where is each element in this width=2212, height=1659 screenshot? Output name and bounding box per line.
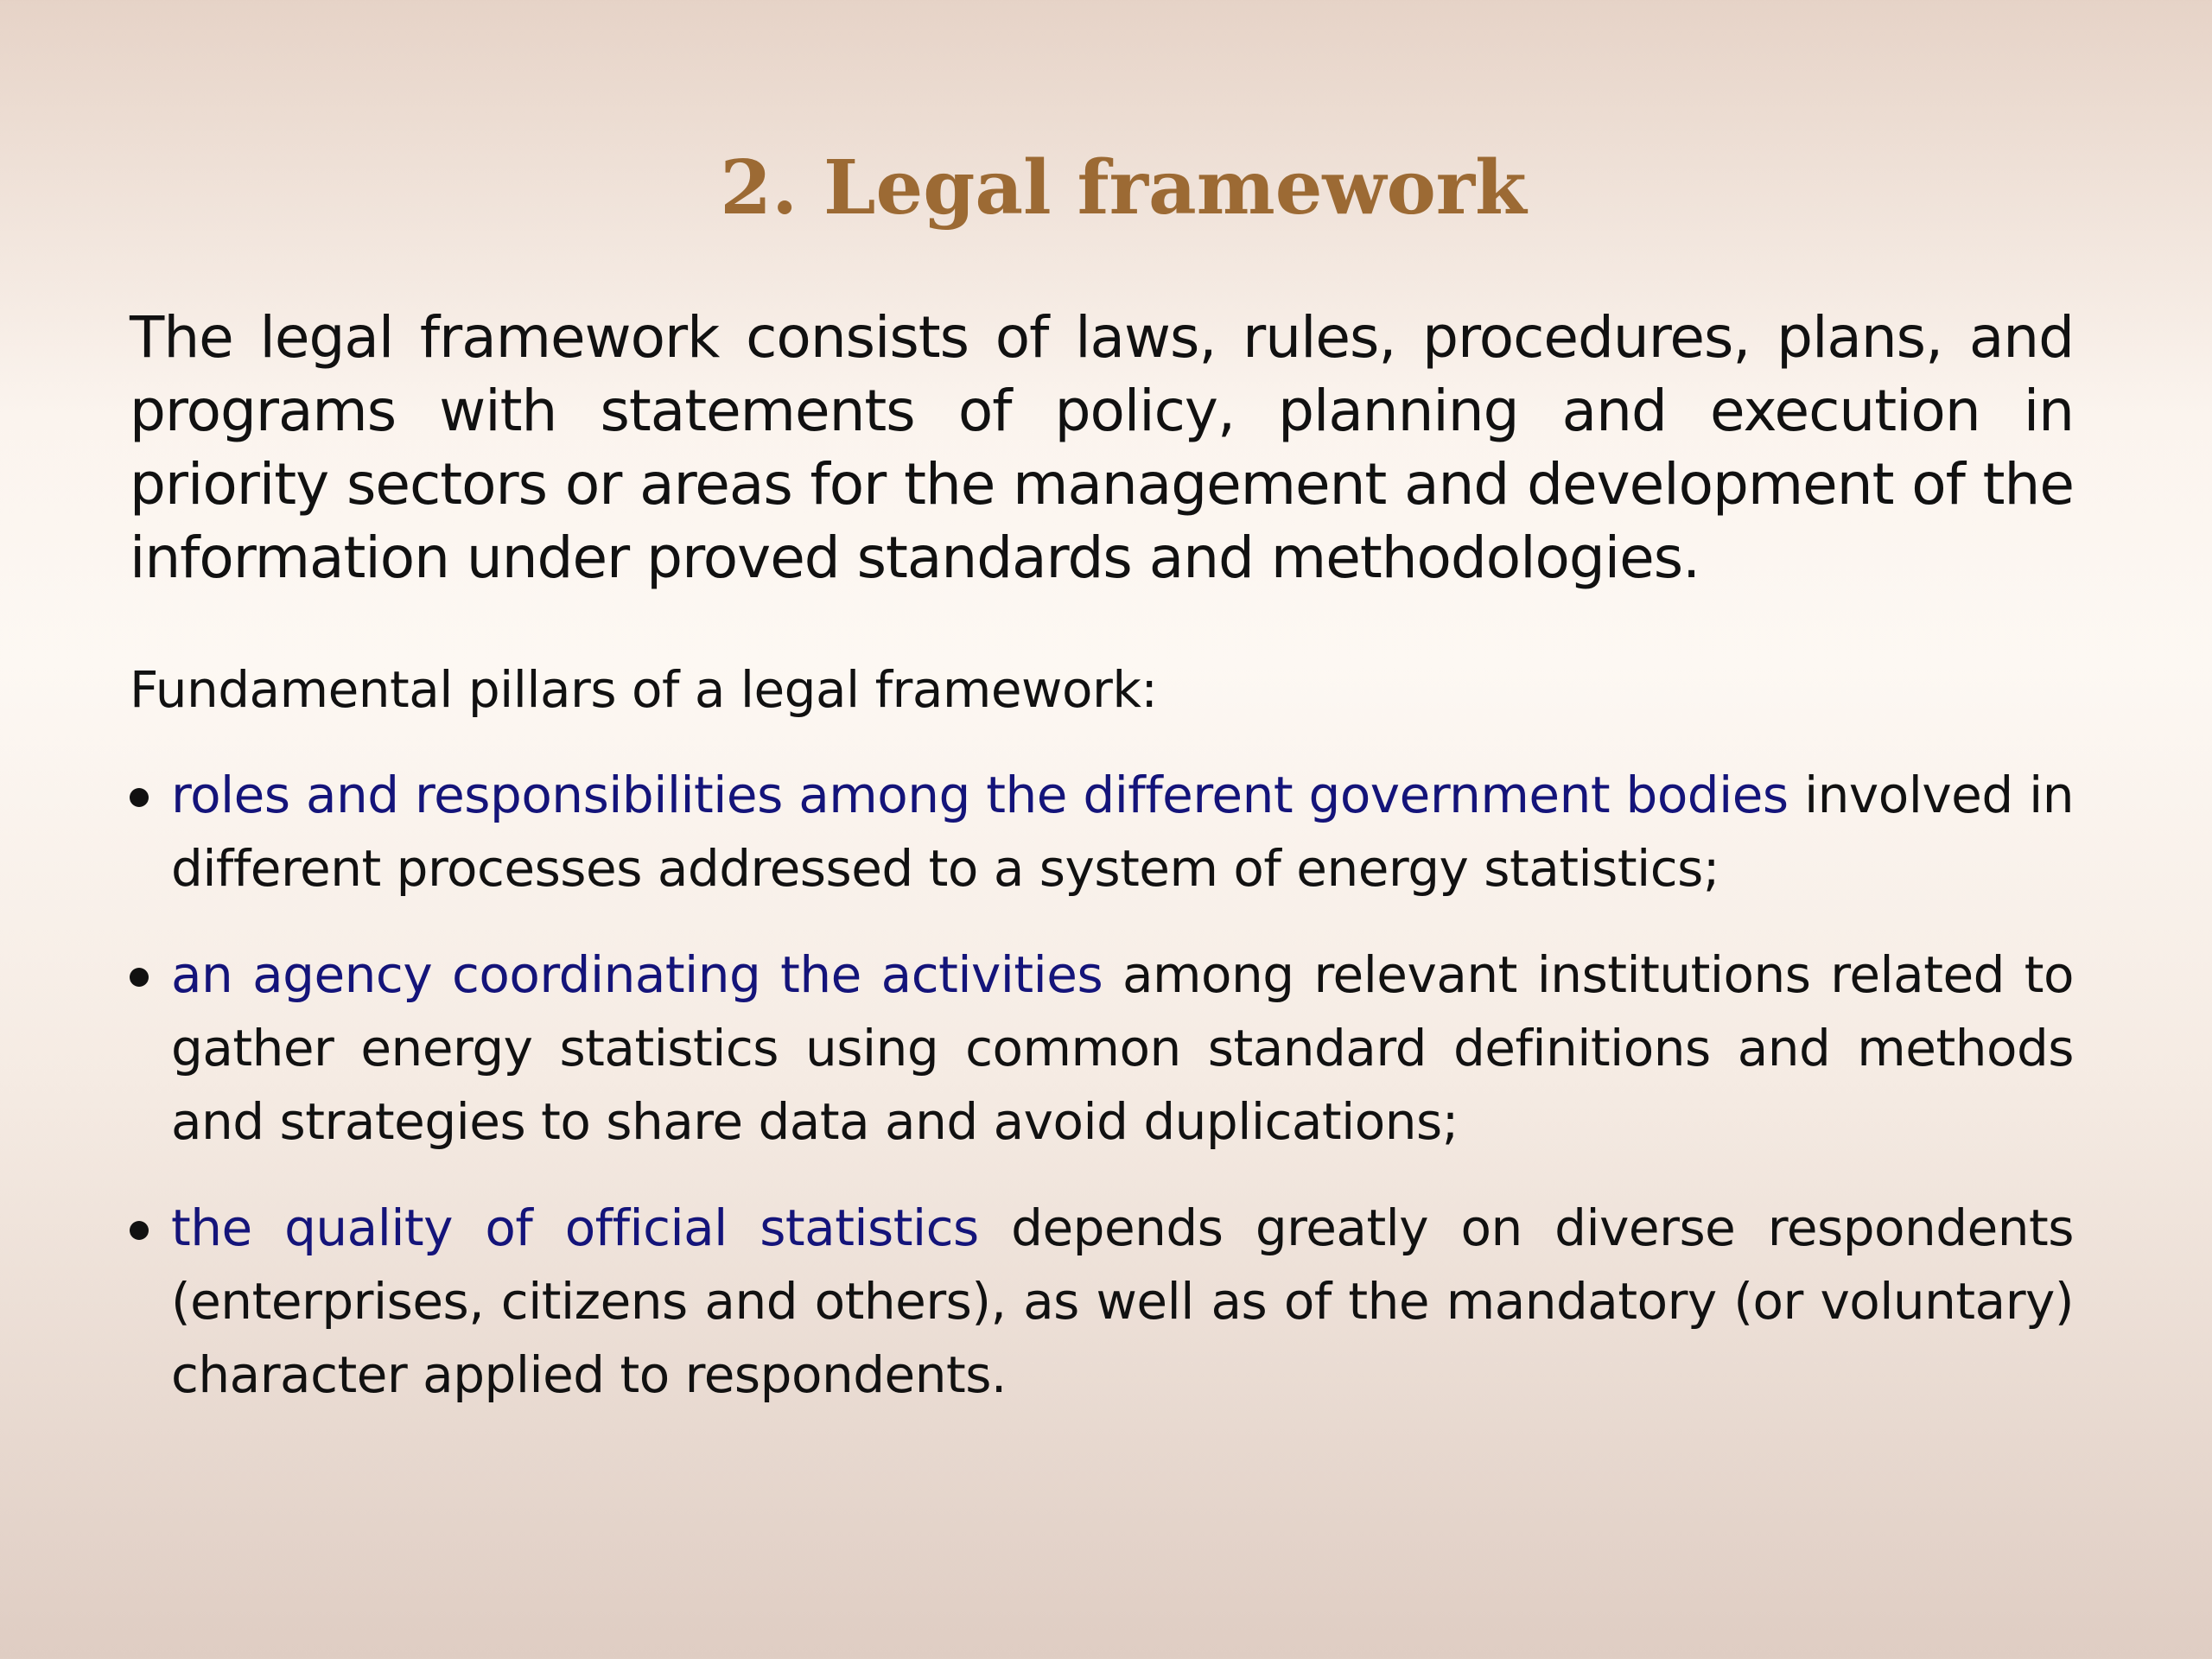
pillar-text: among relevant institutions related to gather energy statistics using common standard definitions and methods and strategies to share data and avoid duplications;	[171, 945, 2075, 1151]
slide-title: 2. Legal framework	[720, 144, 1527, 232]
bullet-dot-icon	[130, 968, 149, 987]
pillar-highlight: the quality of official statistics	[171, 1198, 979, 1257]
pillar-highlight: an agency coordinating the activities	[171, 945, 1103, 1004]
pillar-text: involved in different processes addressed to a system of energy statistics;	[171, 766, 2074, 898]
pillar-item-agency	[130, 938, 2074, 1159]
intro-paragraph: The legal framework consists of laws, rules, procedures, plans, and programs with statements of policy, planning and execution in priority sectors or areas for the management and development of the information under proved standards and methodologies.	[130, 304, 2074, 591]
bullet-dot-icon	[130, 788, 149, 807]
pillars-list	[130, 759, 2074, 1445]
pillar-highlight: roles and responsibilities among the different government bodies	[171, 766, 1789, 824]
bullet-dot-icon	[130, 1221, 149, 1240]
pillars-heading: Fundamental pillars of a legal framework:	[130, 660, 1158, 719]
pillar-item-quality	[130, 1192, 2074, 1412]
pillar-text: depends greatly on diverse respondents (enterprises, citizens and others), as well as of the mandatory (or voluntary) character applied to respondents.	[171, 1198, 2074, 1404]
pillar-item-roles	[130, 759, 2074, 906]
